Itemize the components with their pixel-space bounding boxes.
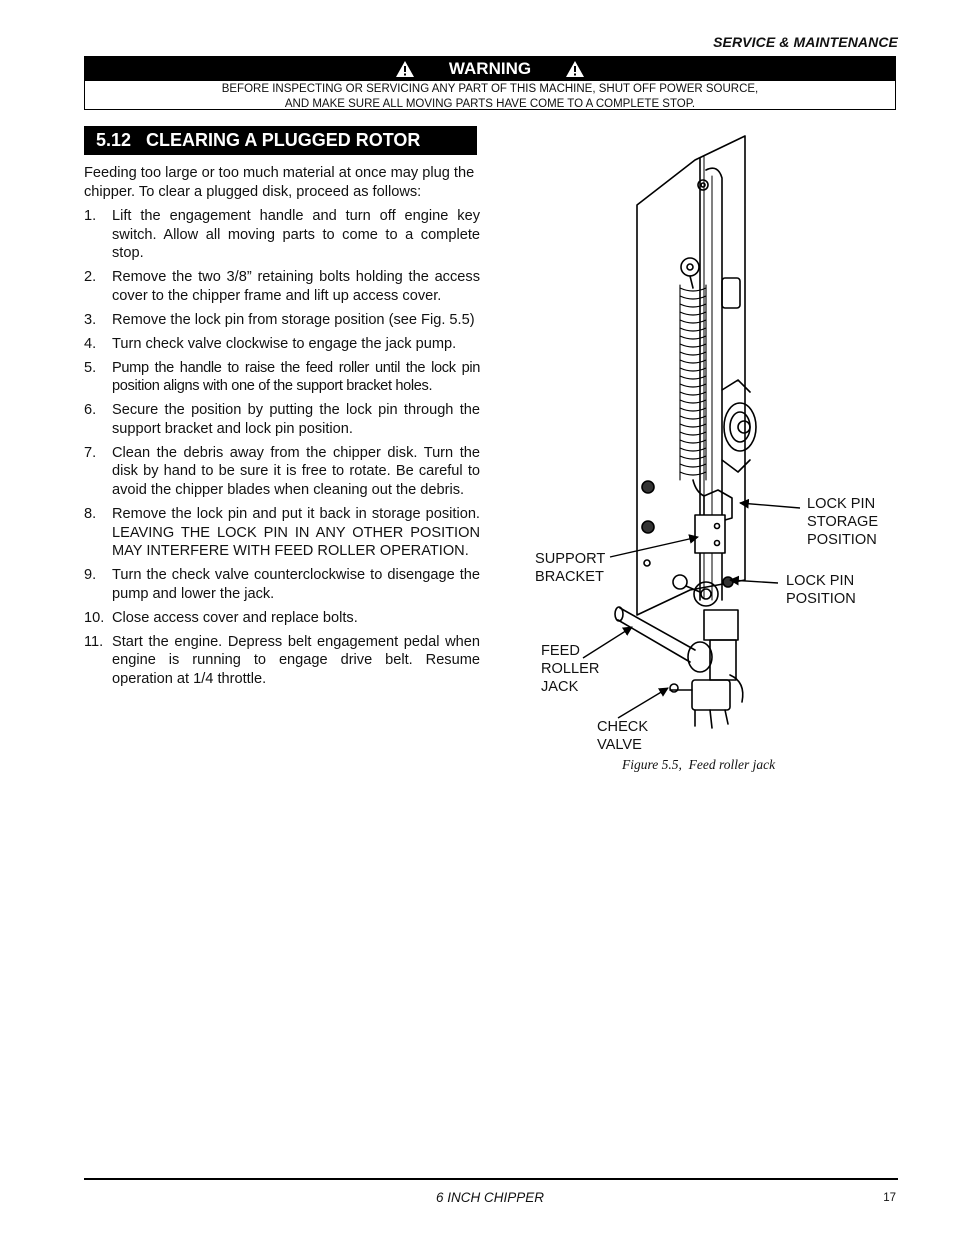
label-line: SUPPORT xyxy=(535,551,606,567)
step-number: 9. xyxy=(84,567,97,584)
label-line: LOCK PIN xyxy=(786,573,855,589)
figure-caption: Figure 5.5, Feed roller jack xyxy=(622,757,776,772)
footer-rule xyxy=(84,1178,898,1180)
label-support-bracket xyxy=(535,550,605,586)
label-line: POSITION xyxy=(786,591,856,607)
label-lock-pin-storage xyxy=(807,495,878,549)
step-number: 5. xyxy=(84,359,97,376)
label-check-valve xyxy=(597,718,648,754)
section-heading: 5.12 CLEARING A PLUGGED ROTOR xyxy=(84,126,477,155)
step-text: Clean the debris away from the chipper disk. Turn the disk by hand to be sure it is free to rotate. Be careful to avoid the chipper blades when cleaning out the debris. xyxy=(112,444,480,499)
step-text: Remove the two 3/8” retaining bolts holding the access cover to the chipper frame and lift up access cover. xyxy=(112,269,480,304)
step-number: 4. xyxy=(84,335,97,352)
label-line: VALVE xyxy=(597,737,642,753)
leader-lock-pin-storage xyxy=(740,503,800,508)
step-number: 10. xyxy=(84,609,105,626)
intro-paragraph: Feeding too large or too much material at once may plug the chipper. To clear a plugged disk, proceed as follows: xyxy=(84,165,475,200)
running-header: SERVICE & MAINTENANCE xyxy=(713,34,898,50)
step-number: 2. xyxy=(84,269,97,286)
page-number: 17 xyxy=(883,1192,896,1204)
step-number: 7. xyxy=(84,444,97,461)
step-text: Turn check valve clockwise to engage the jack pump. xyxy=(112,335,457,352)
warning-title: WARNING xyxy=(448,59,532,78)
step-text: Lift the engagement handle and turn off engine key switch. Allow all moving parts to come to a complete stop. xyxy=(112,208,480,262)
step-text: Close access cover and replace bolts. xyxy=(112,609,358,626)
label-line: ROLLER xyxy=(541,661,600,677)
leader-lock-pin-position xyxy=(730,580,778,583)
warning-line-1: BEFORE INSPECTING OR SERVICING ANY PART OF THIS MACHINE, SHUT OFF POWER SOURCE, xyxy=(221,83,759,95)
step-number: 8. xyxy=(84,506,97,523)
step-number: 3. xyxy=(84,311,97,328)
label-feed-roller-jack xyxy=(541,642,599,696)
leader-support-bracket xyxy=(610,537,698,557)
label-line: CHECK xyxy=(597,719,649,735)
leader-check-valve xyxy=(618,688,668,718)
step-number: 1. xyxy=(84,208,97,224)
step-text: Remove the lock pin from storage position (see Fig. 5.5) xyxy=(112,311,475,328)
step-text: Turn the check valve counterclockwise to disengage the pump and lower the jack. xyxy=(112,567,480,602)
label-line: FEED xyxy=(541,643,580,659)
label-line: STORAGE xyxy=(807,514,879,530)
label-line: LOCK PIN xyxy=(807,496,876,512)
step-text: Remove the lock pin and put it back in storage position. LEAVING THE LOCK PIN IN ANY OTHER POSITION MAY INTERFERE WITH FEED ROLLER OPERATION. xyxy=(112,506,480,560)
label-lock-pin-position xyxy=(786,572,856,608)
label-line: JACK xyxy=(541,679,579,695)
label-line: POSITION xyxy=(807,532,877,548)
step-text: Secure the position by putting the lock pin through the support bracket and lock pin position. xyxy=(112,402,480,437)
step-number: 6. xyxy=(84,402,97,419)
footer-title: 6 INCH CHIPPER xyxy=(436,1190,545,1205)
warning-line-2: AND MAKE SURE ALL MOVING PARTS HAVE COME TO A COMPLETE STOP. xyxy=(284,98,696,110)
step-text: Pump the handle to raise the feed roller until the lock pin position aligns with one of the support bracket holes. xyxy=(112,359,480,395)
step-number: 11. xyxy=(84,633,104,650)
step-text: Start the engine. Depress belt engagement pedal when engine is running to engage drive belt. Resume operation at 1/4 throttle. xyxy=(112,633,480,687)
label-line: BRACKET xyxy=(535,569,604,585)
